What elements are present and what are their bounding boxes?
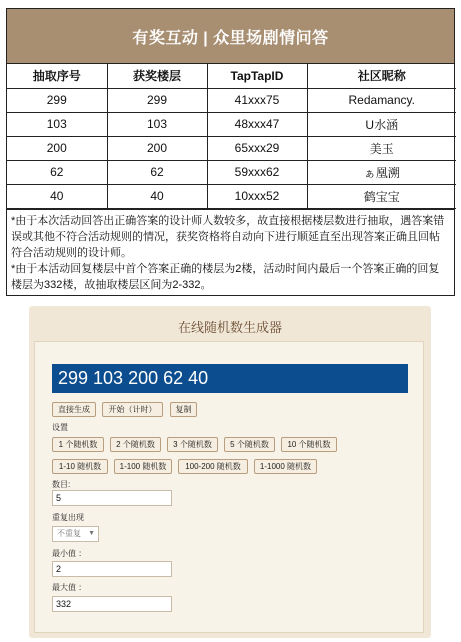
random-generator [29, 306, 431, 638]
draw-number-cell: 103 [7, 112, 107, 136]
max-label: 最大值 ： [52, 583, 87, 592]
draw-number-cell: 299 [7, 88, 107, 112]
draw-number-cell: 62 [7, 160, 107, 184]
rules-note: *由于本活动回复楼层中首个答案正确的楼层为2楼，活动时间内最后一个答案正确的回复楼层为332楼，故抽取楼层区间为2-332。 [11, 262, 440, 291]
table-header-row [7, 64, 456, 88]
table-row [7, 160, 456, 184]
floor-cell: 62 [107, 160, 207, 184]
table-row [7, 112, 456, 136]
preset-2-numbers[interactable]: 2 个随机数 [110, 437, 161, 452]
winners-title: 有奖互动 | 众里场剧情问答 [7, 9, 454, 64]
generator-title: 在线随机数生成器 [177, 320, 282, 335]
min-input[interactable]: 2 [52, 561, 172, 577]
winners-table [7, 64, 456, 209]
range-1-100-button[interactable]: 1-100 随机数 [114, 459, 172, 474]
table-row [7, 184, 456, 208]
draw-number-cell: 40 [7, 184, 107, 208]
floor-cell: 40 [107, 184, 207, 208]
nickname-cell: Redamancy. [307, 88, 456, 112]
floor-cell: 299 [107, 88, 207, 112]
floor-cell: 103 [107, 112, 207, 136]
column-header: 获奖楼层 [107, 64, 207, 88]
settings-label: 设置 [52, 423, 68, 432]
max-input[interactable]: 332 [52, 596, 172, 612]
column-header: TapTapID [207, 64, 307, 88]
repeat-select-value: 不重复 [57, 529, 81, 538]
range-1-1000-button[interactable]: 1-1000 随机数 [254, 459, 317, 474]
preset-5-numbers[interactable]: 5 个随机数 [224, 437, 275, 452]
taptap-id-cell: 10xxx52 [207, 184, 307, 208]
nickname-cell: ぁ凰溯 [307, 160, 456, 184]
taptap-id-cell: 59xxx62 [207, 160, 307, 184]
repeat-label: 重复出现 [52, 513, 84, 522]
repeat-select[interactable] [52, 526, 99, 542]
copy-button[interactable]: 复制 [170, 402, 197, 417]
preset-10-numbers[interactable]: 10 个随机数 [281, 437, 337, 452]
count-input[interactable]: 5 [52, 490, 172, 506]
nickname-cell: 美玉 [307, 136, 456, 160]
range-1-10-button[interactable]: 1-10 随机数 [52, 459, 108, 474]
nickname-cell: U水涵 [307, 112, 456, 136]
generate-button[interactable]: 直接生成 [52, 402, 96, 417]
table-row [7, 88, 456, 112]
min-label: 最小值 ： [52, 549, 87, 558]
rules-note: *由于本次活动回答出正确答案的设计师人数较多，故直接根据楼层数进行抽取，遇答案错误或其他不符合活动规则的情况，获奖资格将自动向下进行顺延直至出现答案正确且回帖符合活动规则的设计师。 [11, 214, 445, 259]
column-header: 抽取序号 [7, 64, 107, 88]
taptap-id-cell: 65xxx29 [207, 136, 307, 160]
winners-card [6, 8, 455, 296]
generator-panel [34, 341, 424, 633]
taptap-id-cell: 41xxx75 [207, 88, 307, 112]
draw-number-cell: 200 [7, 136, 107, 160]
rules-notes [7, 209, 454, 297]
count-label: 数目: [52, 480, 71, 489]
start-timer-button[interactable]: 开始（计时） [102, 402, 163, 417]
chevron-down-icon: ▼ [88, 530, 95, 537]
column-header: 社区昵称 [307, 64, 456, 88]
preset-1-number[interactable]: 1 个随机数 [52, 437, 104, 452]
nickname-cell: 鹤宝宝 [307, 184, 456, 208]
range-100-200-button[interactable]: 100-200 随机数 [178, 459, 248, 474]
floor-cell: 200 [107, 136, 207, 160]
result-display: 299 103 200 62 40 [52, 364, 408, 393]
preset-3-numbers[interactable]: 3 个随机数 [167, 437, 218, 452]
table-row [7, 136, 456, 160]
taptap-id-cell: 48xxx47 [207, 112, 307, 136]
